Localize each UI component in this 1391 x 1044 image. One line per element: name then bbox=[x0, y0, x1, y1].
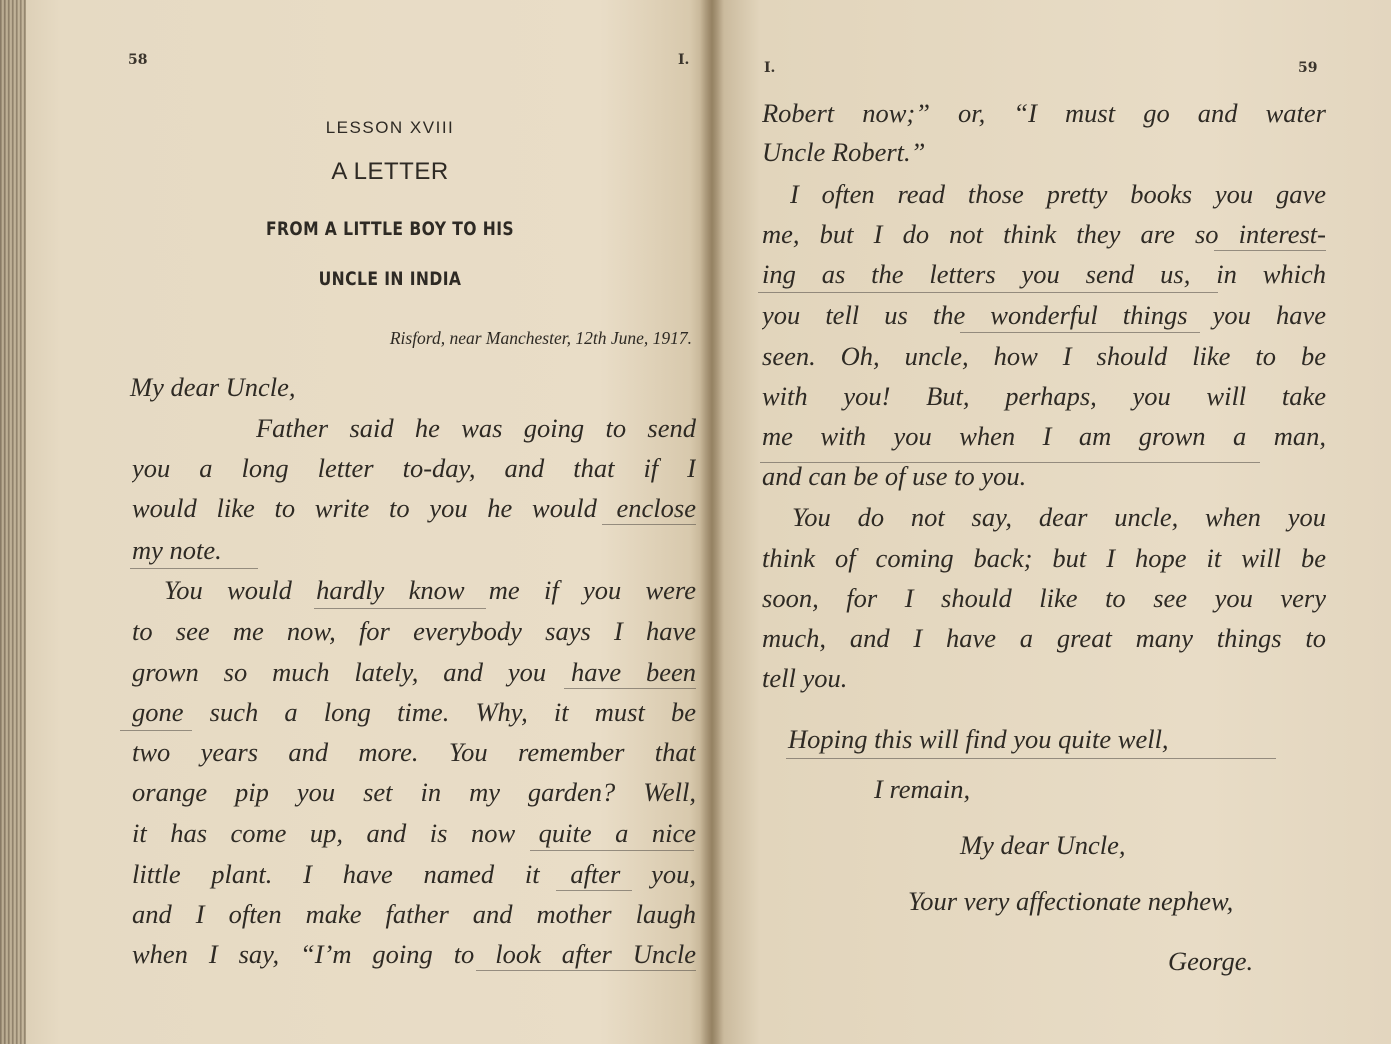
lesson-subtitle-1: FROM A LITTLE BOY TO HIS bbox=[265, 218, 515, 240]
text-line: ing as the letters you send us, in which bbox=[762, 259, 1326, 289]
book-gutter bbox=[700, 0, 724, 1044]
text-line: much, and I have a great many things to bbox=[762, 623, 1326, 653]
text-line: orange pip you set in my garden? Well, bbox=[132, 777, 696, 807]
lesson-subtitle-2: UNCLE IN INDIA bbox=[318, 268, 462, 290]
text-line: it has come up, and is now quite a nice bbox=[132, 818, 696, 848]
text-line: You do not say, dear uncle, when you bbox=[792, 502, 1326, 532]
text-line: and can be of use to you. bbox=[762, 461, 1027, 491]
page-number-left: 58 bbox=[128, 52, 148, 68]
text-line: gone such a long time. Why, it must be bbox=[132, 697, 696, 727]
lesson-number: LESSON XVIII bbox=[325, 118, 455, 137]
text-line: Father said he was going to send bbox=[256, 413, 696, 443]
pencil-underline bbox=[1214, 250, 1326, 251]
pencil-underline bbox=[314, 608, 486, 609]
pencil-underline bbox=[564, 688, 696, 689]
text-line: little plant. I have named it after you, bbox=[132, 859, 696, 889]
text-line: me, but I do not think they are so interest- bbox=[762, 219, 1326, 249]
closing-remain: I remain, bbox=[874, 774, 971, 804]
pencil-underline bbox=[120, 730, 192, 731]
text-line: seen. Oh, uncle, how I should like to be bbox=[762, 341, 1326, 371]
text-line: you a long letter to-day, and that if I bbox=[132, 453, 696, 483]
pencil-underline bbox=[760, 462, 1260, 463]
text-line: soon, for I should like to see you very bbox=[762, 583, 1326, 613]
pencil-underline bbox=[786, 758, 1276, 759]
text-line: I often read those pretty books you gave bbox=[790, 179, 1326, 209]
text-line: and I often make father and mother laugh bbox=[132, 899, 696, 929]
letter-dateline: Risford, near Manchester, 12th June, 1917. bbox=[389, 328, 692, 348]
closing-dear-uncle: My dear Uncle, bbox=[960, 830, 1126, 860]
text-line: with you! But, perhaps, you will take bbox=[762, 381, 1326, 411]
text-line: you tell us the wonderful things you have bbox=[762, 300, 1326, 330]
pencil-underline bbox=[602, 524, 696, 525]
text-line: my note. bbox=[132, 535, 222, 565]
pencil-underline bbox=[758, 292, 1218, 293]
text-line: when I say, “I’m going to look after Uncle bbox=[132, 939, 696, 969]
salutation: My dear Uncle, bbox=[130, 372, 296, 402]
text-line: to see me now, for everybody says I have bbox=[132, 616, 696, 646]
left-page bbox=[30, 0, 700, 1044]
text-line: Uncle Robert.” bbox=[762, 137, 926, 167]
right-page bbox=[724, 0, 1391, 1044]
text-line: two years and more. You remember that bbox=[132, 737, 696, 767]
text-line: tell you. bbox=[762, 663, 848, 693]
closing-affectionate: Your very affectionate nephew, bbox=[908, 886, 1234, 916]
text-line: grown so much lately, and you have been bbox=[132, 657, 696, 687]
closing-hoping: Hoping this will find you quite well, bbox=[788, 724, 1169, 754]
text-line: think of coming back; but I hope it will be bbox=[762, 543, 1326, 573]
closing-signature: George. bbox=[1168, 946, 1254, 976]
text-line: You would hardly know me if you were bbox=[164, 575, 696, 605]
page-number-right: 59 bbox=[1298, 60, 1318, 76]
text-line: Robert now;” or, “I must go and water bbox=[762, 98, 1326, 128]
text-line: me with you when I am grown a man, bbox=[762, 421, 1326, 451]
signature-mark-right: I. bbox=[764, 60, 776, 76]
page-edges bbox=[0, 0, 26, 1044]
pencil-underline bbox=[960, 332, 1200, 333]
lesson-title: A LETTER bbox=[331, 158, 449, 185]
pencil-underline bbox=[476, 970, 696, 971]
text-line: would like to write to you he would enclose bbox=[132, 493, 696, 523]
signature-mark-left: I. bbox=[678, 52, 690, 68]
pencil-underline bbox=[530, 850, 694, 851]
pencil-underline bbox=[130, 568, 258, 569]
pencil-underline bbox=[556, 890, 632, 891]
